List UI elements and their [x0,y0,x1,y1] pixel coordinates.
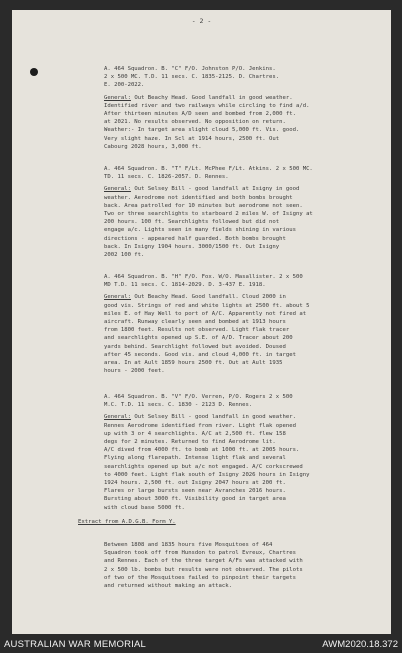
archive-reference: AWM2020.18.372 [322,639,398,650]
sortie-entry-4 [104,393,376,512]
sortie-entry-2 [104,165,376,259]
entry-body: General: Out Beachy Head. Good landfall in good weather. Identified river and two railways while circling to find a/d. After thirteen minutes A/D seen and bombed from 2,000 ft. at 2021. No results observed. No opposition on return. Weather:- In target area slight cloud 5,000 ft. Vis. good. Very slight haze. In Scl at 1914 hours, 2500 ft. Out Cabourg 2028 hours, 3,000 ft. [104,94,310,150]
archive-name: AUSTRALIAN WAR MEMORIAL [4,639,147,650]
extract-body: Between 1808 and 1835 hours five Mosquitoes of 464 Squadron took off from Hunsdon to patrol Evreux, Chartres and Rennes. Each of the three target A/Fs was attacked with 2 x 500 lb. bombs but results were not observed. The pilots of two of the Mosquitoes failed to pinpoint their targets and returned without making an attack. [104,542,303,590]
entry-body: General: Out Selsey Bill - good landfall at Isigny in good weather. Aerodrome not identified and both bombs brought back. Area patrolled for 10 minutes but aerodrome not seen. Two or three searchlights to starboard 2 miles W. of Isigny at 200 hours. 100 ft. Searchlights followed but did not engage a/c. Lights seen in many fields shining in various directions - appeared half guarded. Both bombs brought back. In Isigny 1904 hours. 3000/1500 ft. Out Isigny 2002 100 ft. [104,186,313,259]
entry-heading: A. 464 Squadron. B. "V" F/O. Verren, P/O. Rogers 2 x 500 M.C. T.D. 11 secs. C. 1830 - 2123 D. Rennes. [104,394,293,409]
general-label: General: [104,94,131,101]
archive-footer [0,634,402,653]
entry-heading: A. 464 Squadron. B. "T" F/Lt. McPhee F/Lt. Atkins. 2 x 500 MC. TD. 11 secs. C. 1826-2057. D. Rennes. [104,166,313,181]
sortie-entry-3 [104,273,376,375]
entry-body: General: Out Beachy Head. Good landfall. Cloud 2000 in good vis. Strings of red and white lights at 2500 ft. about 5 miles E. of Hay Well to port of A/C. Apparently not fired at aircraft. Runway clearly seen and bombed at 1913 hours from 1800 feet. Results not observed. Light flak tracer and searchlights opened up S.E. of A/D. Tracer about 200 yards behind. Searchlight followed but avoided. Doused after 45 seconds. Good vis. and cloud 4,000 ft. in target area. In at Ault 1859 hours 2500 ft. Out at Ault 1935 hours - 2000 feet. [104,294,310,375]
entry-body: General: Out Selsey Bill - good landfall in good weather. Rennes Aerodrome identified from river. Light flak opened up with 3 or 4 searchlights. A/C at 2,500 ft. flew 158 degs for 2 minutes. Returned to find Aerodrome lit. A/C dived from 4000 ft. to bomb at 1000 ft. at 2005 hours. Flying along flarepath. Intense light flak and several searchlights opened up but a/c not engaged. A/C corkscrewed to 4000 feet. Light flak south of Isigny 2026 hours in Isigny 1924 hours. 2,500 ft. out Isigny 2047 hours at 200 ft. Flares or large bursts seen near Avranches 2016 hours. Bursting about 3000 ft. Visibility good in target area with cloud base 5000 ft. [104,414,310,511]
document-page [12,10,391,634]
extract-title: Extract from A.D.G.B. Form Y. [78,519,176,525]
sortie-entry-1 [104,65,376,151]
general-label: General: [104,294,131,301]
page-number: - 2 - [191,17,212,25]
entry-heading: A. 464 Squadron. B. "H" F/O. Fox. W/O. Masallister. 2 x 500 MD T.D. 11 secs. C. 1814-2029. D. 3-437 E. 1918. [104,274,303,289]
general-label: General: [104,186,131,193]
punch-hole [30,68,38,76]
entry-heading: A. 464 Squadron. B. "C" F/O. Johnston P/O. Jenkins. 2 x 500 MC. T.D. 11 secs. C. 1835-2125. D. Chartres. E. 200-2022. [104,66,280,89]
general-label: General: [104,414,131,421]
